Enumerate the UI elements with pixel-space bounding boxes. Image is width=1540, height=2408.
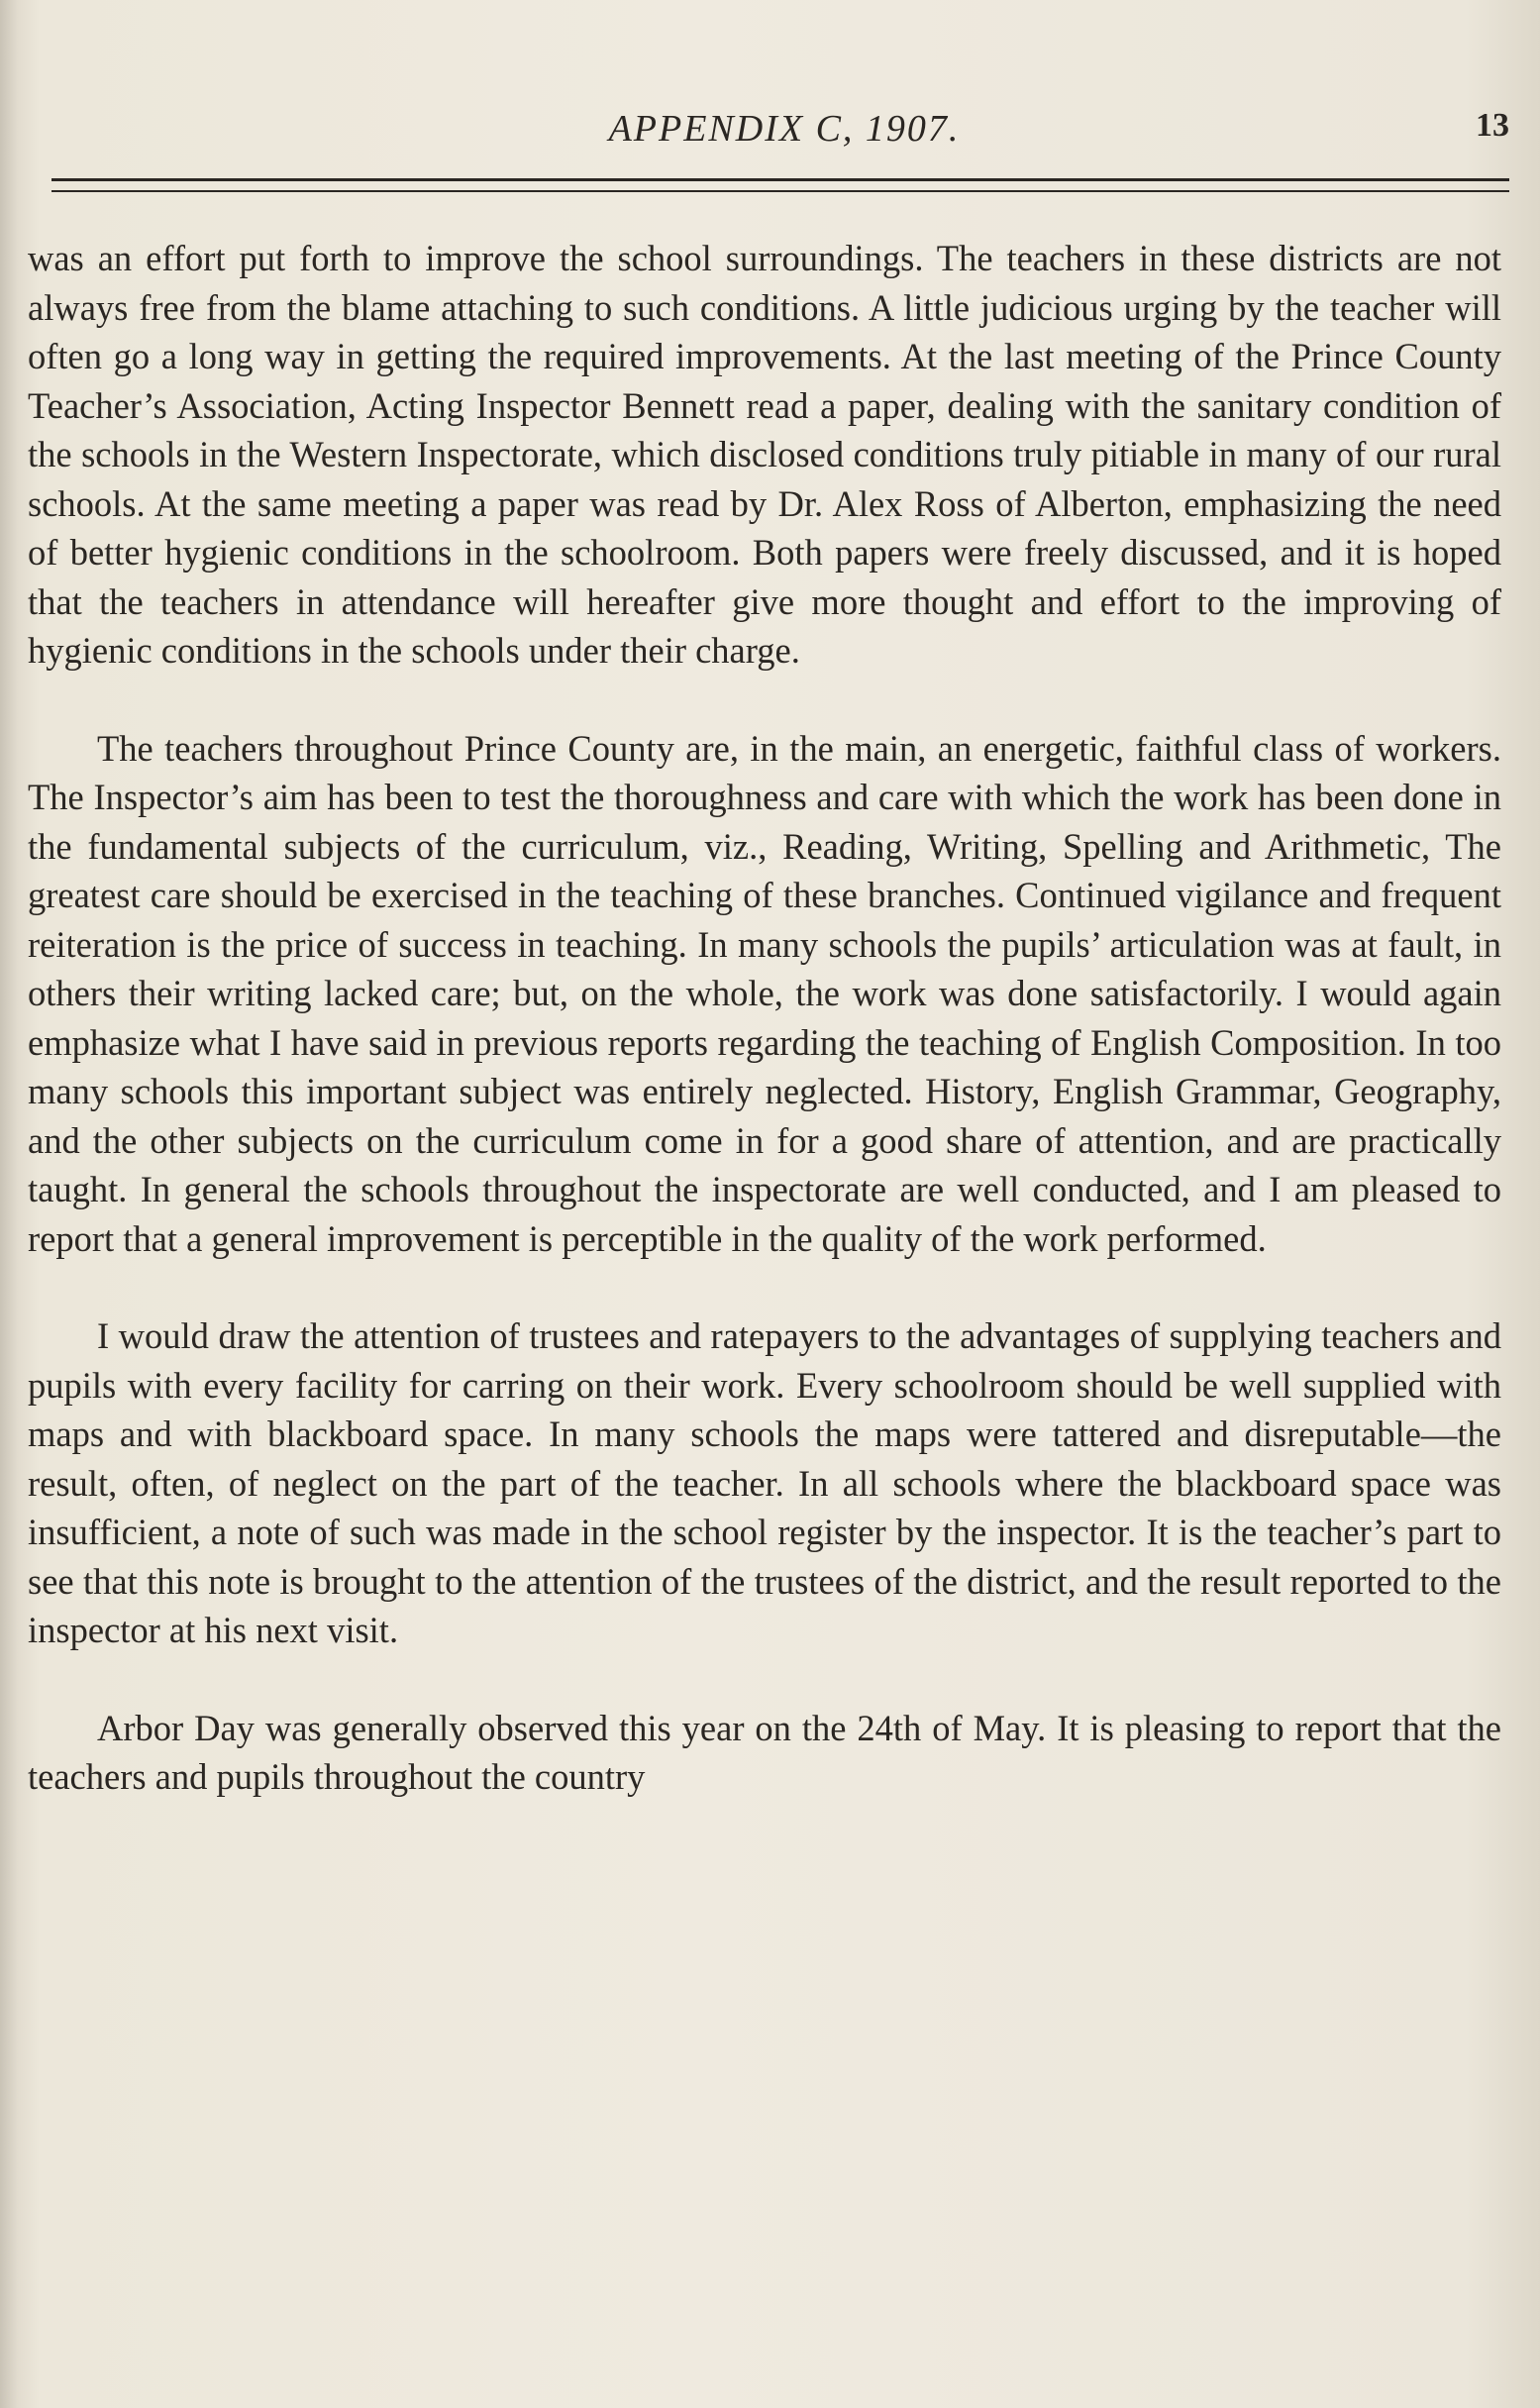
paragraph-continuation: was an effort put forth to improve the school surroundings. The teachers in these districts are not always free from the blame attaching to such conditions. A little judicious urging by the teacher will often go a long way in getting the required improvements. At the last meeting of the Prince County Teacher’s Association, Acting Inspector Bennett read a paper, dealing with the sanitary condition of the schools in the Western Inspectorate, which disclosed conditions truly pitiable in many of our rural schools. At the same meeting a paper was read by Dr. Alex Ross of Alberton, emphasizing the need of better hygienic conditions in the schoolroom. Both papers were freely discussed, and it is hoped that the teachers in attendance will hereafter give more thought and effort to the improving of hygienic conditions in the schools under their charge. xyxy=(28,238,1501,671)
page-number: 13 xyxy=(1476,107,1509,144)
running-head: APPENDIX C, 1907. xyxy=(608,108,961,150)
header-rule-thin xyxy=(51,190,1509,192)
paragraph-facilities: I would draw the attention of trustees and ratepayers to the advantages of supplying teachers and pupils with every facility for carring on their work. Every schoolroom should be well supplied with maps and with blackboard space. In many schools the maps were tattered and disreputable—the result, often, of neglect on the part of the teacher. In all schools where the blackboard space was insufficient, a note of such was made in the school register by the inspector. It is the teacher’s part to see that this note is brought to the attention of the trustees of the district, and the result reported to the inspector at his next visit. xyxy=(28,1315,1501,1650)
paragraph-arbor-day: Arbor Day was generally observed this year on the 24th of May. It is pleasing to report that the teachers and pupils throughout the country xyxy=(28,1707,1501,1797)
body-text xyxy=(28,234,1501,1802)
paragraph-teachers: The teachers throughout Prince County are, in the main, an energetic, faithful class of workers. The Inspector’s aim has been to test the thoroughness and care with which the work has been done in the fundamental subjects of the curriculum, viz., Reading, Writing, Spelling and Arithmetic, The greatest care should be exercised in the teaching of these branches. Continued vigilance and frequent reiteration is the price of success in teaching. In many schools the pupils’ articulation was at fault, in others their writing lacked care; but, on the whole, the work was done satisfactorily. I would again emphasize what I have said in previous reports regarding the teaching of English Composition. In too many schools this important subject was entirely neglected. History, English Grammar, Geography, and the other subjects on the curriculum come in for a good share of attention, and are practically taught. In general the schools throughout the inspectorate are well conducted, and I am pleased to report that a general improvement is perceptible in the quality of the work performed. xyxy=(28,727,1501,1259)
header-rule-thick xyxy=(51,178,1509,181)
page-header xyxy=(51,107,1517,166)
